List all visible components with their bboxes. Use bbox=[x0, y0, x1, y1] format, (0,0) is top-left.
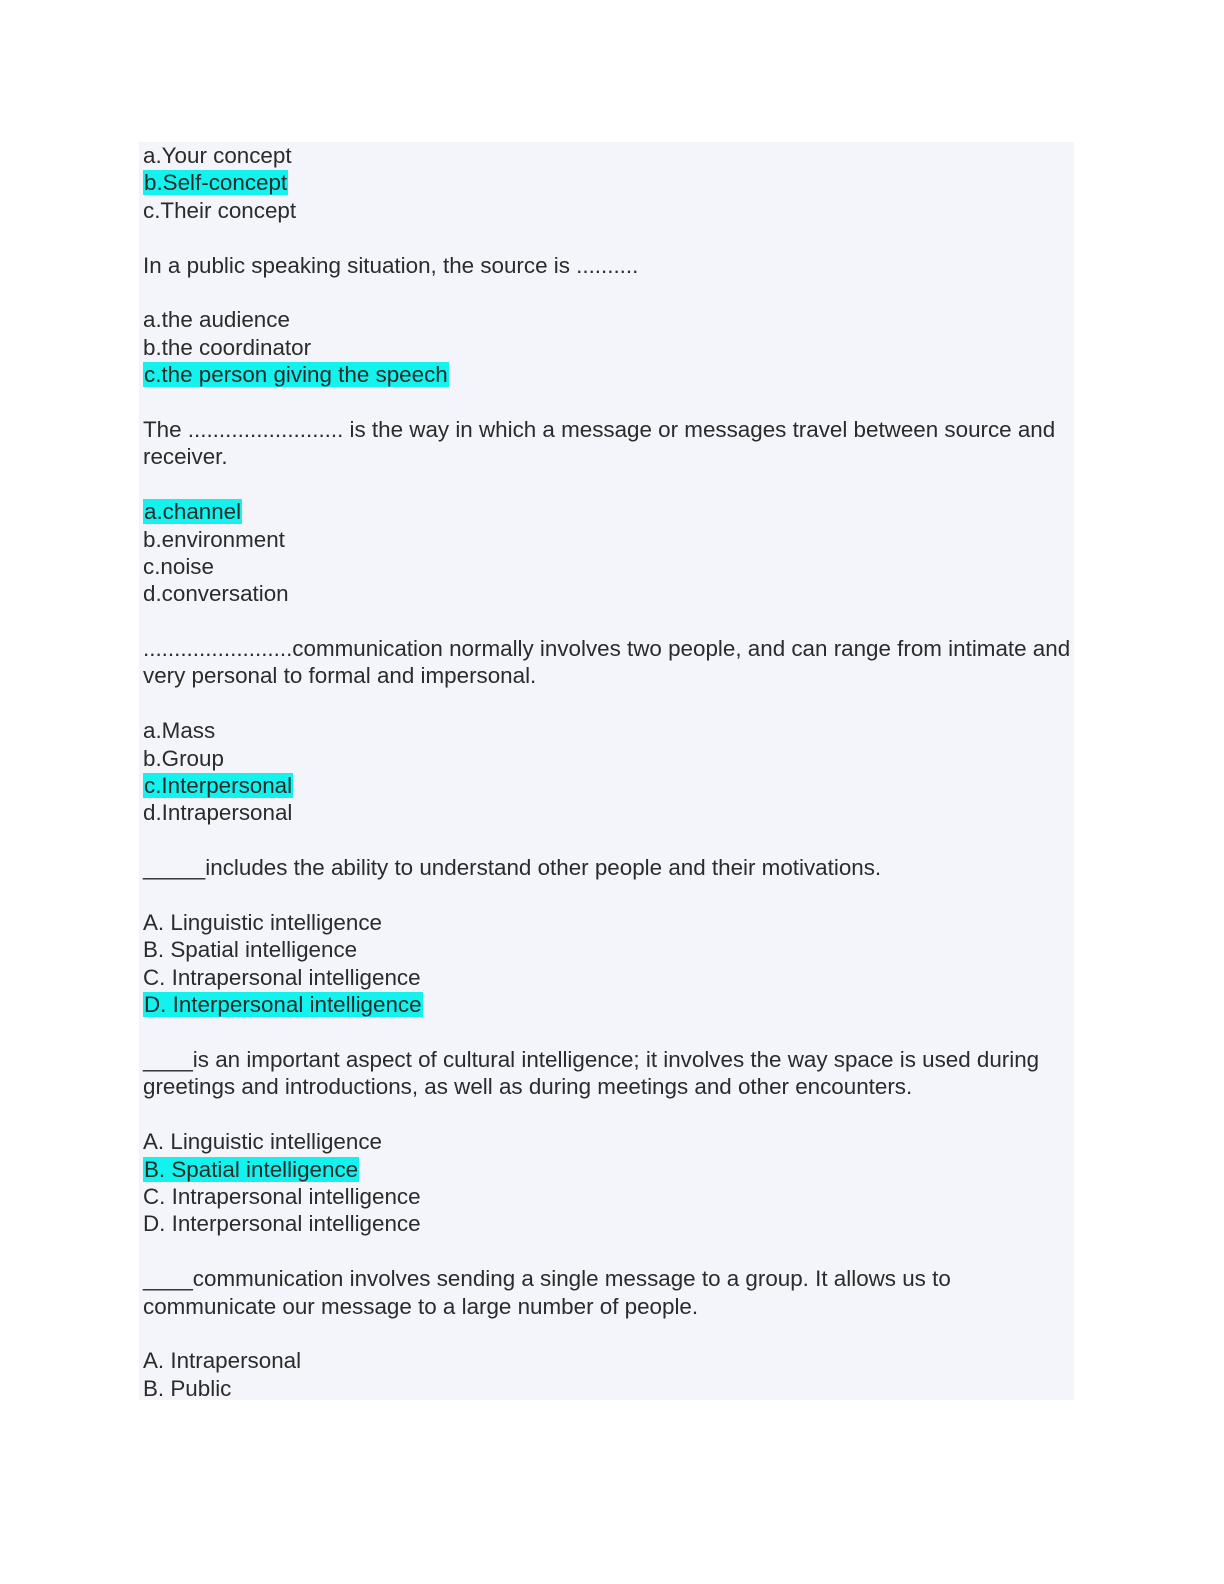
answer-option: C. Intrapersonal intelligence bbox=[143, 964, 421, 990]
answer-option: c.Their concept bbox=[143, 197, 297, 223]
answer-option: c.noise bbox=[143, 553, 214, 579]
answer-option-correct bbox=[143, 169, 1074, 196]
answer-option: a.Your concept bbox=[143, 143, 292, 168]
question-text: ........................communication normally involves two people, and can range from intimate and very personal to formal and impersonal. bbox=[143, 636, 1071, 689]
answer-option: B. Spatial intelligence bbox=[143, 937, 358, 963]
question-block-7 bbox=[143, 1265, 1074, 1402]
question-text: In a public speaking situation, the source is .......... bbox=[143, 252, 639, 278]
question-block-2 bbox=[143, 252, 1074, 389]
answer-option: d.Intrapersonal bbox=[143, 800, 293, 826]
answer-option: D. Interpersonal intelligence bbox=[143, 1211, 421, 1237]
answer-option: b.the coordinator bbox=[143, 334, 312, 360]
answer-option: a.Mass bbox=[143, 718, 216, 744]
question-block-1 bbox=[143, 142, 1074, 224]
answer-option: C. Intrapersonal intelligence bbox=[143, 1183, 421, 1209]
answer-option: A. Intrapersonal bbox=[143, 1348, 302, 1374]
answer-option: B. Public bbox=[143, 1375, 232, 1401]
answer-option-correct bbox=[143, 991, 1074, 1018]
answer-highlight: a.channel bbox=[144, 499, 242, 525]
question-block-6 bbox=[143, 1046, 1074, 1238]
question-text: The ......................... is the way in which a message or messages travel between source and receiver. bbox=[143, 416, 1056, 470]
answer-highlight: b.Self-concept bbox=[144, 170, 288, 196]
answer-option-correct bbox=[143, 1156, 1074, 1183]
question-block-4 bbox=[143, 635, 1074, 827]
question-text: ____is an important aspect of cultural intelligence; it involves the way space is used during greetings and introductions, as well as during meetings and other encounters. bbox=[143, 1046, 1040, 1100]
answer-highlight: B. Spatial intelligence bbox=[144, 1156, 359, 1182]
answer-option: a.the audience bbox=[143, 307, 290, 333]
answer-highlight: c.Interpersonal bbox=[144, 773, 293, 799]
answer-option: A. Linguistic intelligence bbox=[143, 1129, 382, 1155]
answer-option-correct bbox=[143, 498, 1074, 525]
question-block-5 bbox=[143, 854, 1074, 1018]
answer-option-correct bbox=[143, 361, 1074, 388]
question-text: ____communication involves sending a single message to a group. It allows us to communicate our message to a large number of people. bbox=[143, 1266, 951, 1319]
question-block-3 bbox=[143, 416, 1074, 608]
question-text: _____includes the ability to understand other people and their motivations. bbox=[143, 855, 882, 881]
answer-highlight: D. Interpersonal intelligence bbox=[144, 992, 422, 1018]
answer-highlight: c.the person giving the speech bbox=[144, 362, 448, 388]
answer-option: b.Group bbox=[143, 745, 224, 771]
answer-option: d.conversation bbox=[143, 581, 289, 607]
answer-option: A. Linguistic intelligence bbox=[143, 910, 382, 936]
answer-option: b.environment bbox=[143, 526, 285, 552]
answer-option-correct bbox=[143, 772, 1074, 799]
document-content bbox=[139, 142, 1074, 1400]
